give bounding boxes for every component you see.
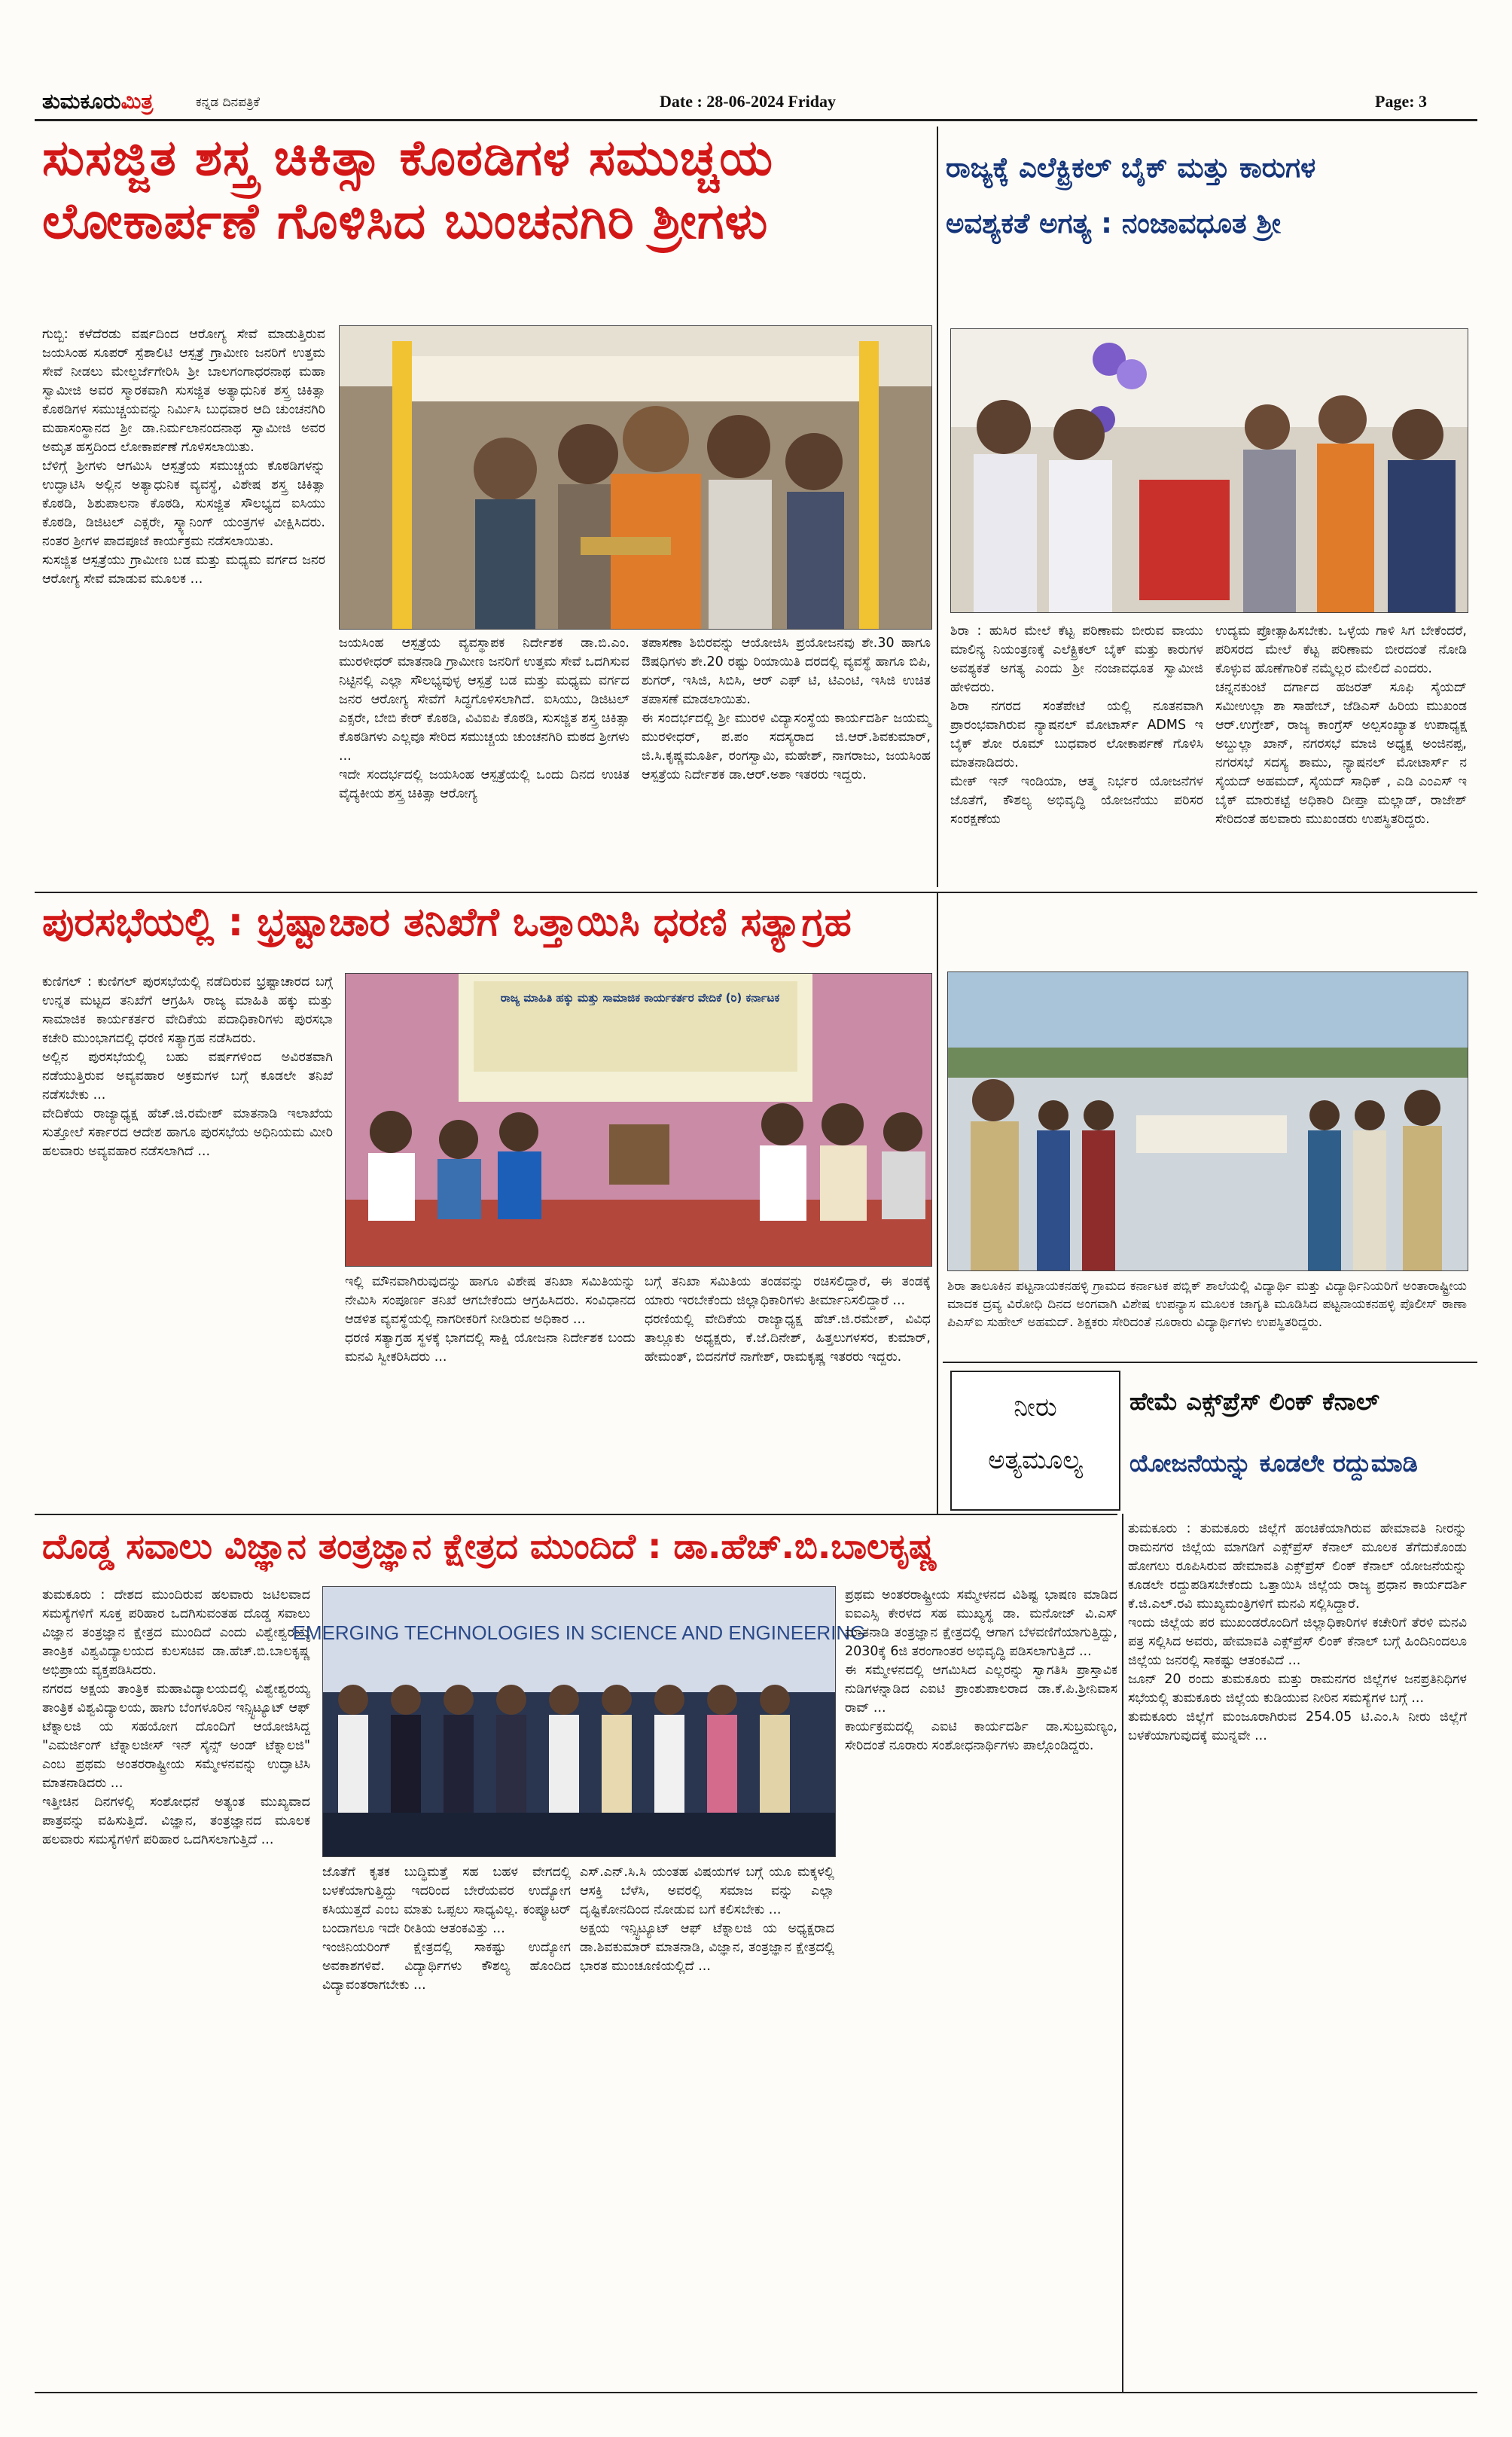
column-divider-1 <box>937 127 938 887</box>
masthead <box>35 89 1477 119</box>
story4-headline <box>1129 1371 1477 1494</box>
masthead-logo <box>42 89 153 114</box>
water-box-line2: ಅತ್ಯಮೂಲ್ಯ <box>988 1445 1083 1475</box>
story2-headline <box>946 140 1477 252</box>
protest-banner-title: ರಾಜ್ಯ ಮಾಹಿತಿ ಹಕ್ಕು ಮತ್ತು ಸಾಮಾಜಿಕ ಕಾರ್ಯಕರ್ತರ ವೇದಿಕೆ (ರಿ) ಕರ್ನಾಟಕ <box>500 991 780 1005</box>
water-box-line1: ನೀರು <box>1014 1392 1057 1423</box>
story2-column-1: ಶಿರಾ : ಹುಸಿರ ಮೇಲೆ ಕೆಟ್ಟ ಪರಿಣಾಮ ಬೀರುವ ವಾಯು ಮಾಲಿನ್ಯ ನಿಯಂತ್ರಣಕ್ಕೆ ಎಲೆಕ್ಟ್ರಿಕಲ್ ಬೈಕ್ ಮತ್ತು ಕಾರುಗಳ ಅವಶ್ಯಕತೆ ಅಗತ್ಯ ಎಂದು ಶ್ರೀ ನಂಜಾವಧೂತ ಸ್ವಾಮೀಜಿ ಹೇಳಿದರು. ಶಿರಾ ನಗರದ ಸಂತೆಪೇಟೆ ಯಲ್ಲಿ ನೂತನವಾಗಿ ಪ್ರಾರಂಭವಾಗಿರುವ ನ್ಯಾಷನಲ್ ಮೋಟಾರ್ಸ್ ADMS ಇ ಬೈಕ್ ಶೋ ರೂಮ್ ಬುಧವಾರ ಲೋಕಾರ್ಪಣೆ ಗೊಳಿಸಿ ಮಾತನಾಡಿದರು. ಮೇಕ್ ಇನ್ ಇಂಡಿಯಾ, ಆತ್ಮ ನಿರ್ಭರ ಯೋಜನೆಗಳ ಜೊತೆಗೆ, ಕೌಶಲ್ಯ ಅಭಿವೃದ್ಧಿ ಯೋಜನೆಯು ಪರಿಸರ ಸಂರಕ್ಷಣೆಯ <box>950 624 1203 827</box>
story4-body: ತುಮಕೂರು : ತುಮಕೂರು ಜಿಲ್ಲೆಗೆ ಹಂಚಿಕೆಯಾಗಿರುವ ಹೇಮಾವತಿ ನೀರನ್ನು ರಾಮನಗರ ಜಿಲ್ಲೆಯ ಮಾಗಡಿಗೆ ಎಕ್ಸ್‌ಪ್ರೆಸ್ ಕೆನಾಲ್ ಮೂಲಕ ತೆಗೆದುಕೊಂಡು ಹೋಗಲು ರೂಪಿಸಿರುವ ಹೇಮಾವತಿ ಎಕ್ಸ್‌ಪ್ರೆಸ್ ಲಿಂಕ್ ಕೆನಾಲ್ ಯೋಜನೆಯನ್ನು ಕೂಡಲೇ ರದ್ದುಪಡಿಸಬೇಕೆಂದು ಒತ್ತಾಯಿಸಿ ಜಿಲ್ಲೆಯ ರಾಜ್ಯ ಪ್ರಧಾನ ಕಾರ್ಯದರ್ಶಿ ಕೆ.ಜಿ.ಎಲ್.ರವಿ ಮುಖ್ಯಮಂತ್ರಿಗಳಿಗೆ ಮನವಿ ಸಲ್ಲಿಸಿದ್ದಾರೆ. ಇಂದು ಜಿಲ್ಲೆಯ ಪರ ಮುಖಂಡರೊಂದಿಗೆ ಜಿಲ್ಲಾಧಿಕಾರಿಗಳ ಕಚೇರಿಗೆ ತೆರಳಿ ಮನವಿ ಪತ್ರ ಸಲ್ಲಿಸಿದ ಅವರು, ಹೇಮಾವತಿ ಎಕ್ಸ್‌ಪ್ರೆಸ್ ಲಿಂಕ್ ಕೆನಾಲ್ ಬಗ್ಗೆ ಹಿಂದಿನಿಂದಲೂ ಜಿಲ್ಲೆಯ ಜನರಲ್ಲಿ ಸಾಕಷ್ಟು ಆತಂಕವಿದೆ ... ಜೂನ್ 20 ರಂದು ತುಮಕೂರು ಮತ್ತು ರಾಮನಗರ ಜಿಲ್ಲೆಗಳ ಜನಪ್ರತಿನಿಧಿಗಳ ಸಭೆಯಲ್ಲಿ ತುಮಕೂರು ಜಿಲ್ಲೆಯ ಕುಡಿಯುವ ನೀರಿನ ಸಮಸ್ಯೆಗಳ ಬಗ್ಗೆ ... ತುಮಕೂರು ಜಿಲ್ಲೆಗೆ ಮಂಜೂರಾಗಿರುವ 254.05 ಟಿ.ಎಂ.ಸಿ ನೀರು ಜಿಲ್ಲೆಗೆ ಬಳಕೆಯಾಗುವುದಕ್ಕೆ ಮುನ್ನವೇ ... <box>1128 1521 1467 1743</box>
page-number: Page: 3 <box>1375 92 1428 111</box>
story2-column-2: ಉದ್ಯಮ ಪ್ರೋತ್ಸಾಹಿಸಬೇಕು. ಒಳ್ಳೆಯ ಗಾಳಿ ಸಿಗ ಬೇಕೆಂದರೆ, ಪರಿಸರದ ಮೇಲೆ ಕೆಟ್ಟ ಪರಿಣಾಮ ಬೀರದಂತೆ ನೋಡಿ ಕೊಳ್ಳುವ ಹೊಣೆಗಾರಿಕೆ ನಮ್ಮೆಲ್ಲರ ಮೇಲಿದೆ ಎಂದರು. ಚನ್ನನಕುಂಟೆ ದರ್ಗಾದ ಹಜರತ್ ಸೂಫಿ ಸೈಯದ್ ಸಮೀಉಲ್ಲಾ ಶಾ ಸಾಹೇಬ್, ಜೆಡಿಎಸ್ ಹಿರಿಯ ಮುಖಂಡ ಆರ್.ಉಗ್ರೇಶ್, ರಾಜ್ಯ ಕಾಂಗ್ರೆಸ್ ಅಲ್ಪಸಂಖ್ಯಾತ ಉಪಾಧ್ಯಕ್ಷ ಅಬ್ದುಲ್ಲಾ ಖಾನ್, ನಗರಸಭೆ ಮಾಜಿ ಅಧ್ಯಕ್ಷ ಅಂಜಿನಪ್ಪ, ನಗರಸಭೆ ಸದಸ್ಯ ಶಾಮು, ನ್ಯಾಷನಲ್ ಮೋಟಾರ್ಸ್ ನ ಸೈಯದ್ ಅಹಮದ್, ಸೈಯದ್ ಸಾಧಿಕ್ , ಎಡಿ ಎಂಎಸ್ ಇ ಬೈಕ್ ಮಾರುಕಟ್ಟೆ ಅಧಿಕಾರಿ ದೀಪ್ತಾ ಮಲ್ಲಾಡ್, ರಾಜೇಶ್ ಸೇರಿದಂತೆ ಹಲವಾರು ಮುಖಂಡರು ಉಪಸ್ಥಿತರಿದ್ದರು. <box>1215 624 1467 827</box>
sira-photo-caption: ಶಿರಾ ತಾಲೂಕಿನ ಪಟ್ಟನಾಯಕನಹಳ್ಳಿ ಗ್ರಾಮದ ಕರ್ನಾಟಕ ಪಬ್ಲಿಕ್ ಶಾಲೆಯಲ್ಲಿ ವಿದ್ಯಾರ್ಥಿ ಮತ್ತು ವಿದ್ಯಾರ್ಥಿನಿಯರಿಗೆ ಅಂತಾರಾಷ್ಟ್ರೀಯ ಮಾದಕ ದ್ರವ್ಯ ವಿರೋಧಿ ದಿನದ ಅಂಗವಾಗಿ ವಿಶೇಷ ಉಪನ್ಯಾಸ ಮೂಲಕ ಜಾಗೃತಿ ಮೂಡಿಸಿದ ಪಟ್ಟನಾಯಕನಹಳ್ಳಿ ಪೊಲೀಸ್ ಠಾಣಾ ಪಿಎಸ್ಐ ಸುಹೇಲ್ ಅಹಮದ್. ಶಿಕ್ಷಕರು ಸೇರಿದಂತೆ ನೂರಾರು ವಿದ್ಯಾರ್ಥಿಗಳು ಉಪಸ್ಥಿತರಿದ್ದರು. <box>947 1279 1467 1330</box>
story5-column-3: ಎಸ್.ಎನ್.ಸಿ.ಸಿ ಯಂತಹ ವಿಷಯಗಳ ಬಗ್ಗೆ ಯೂ ಮಕ್ಕಳಲ್ಲಿ ಆಸಕ್ತಿ ಬೆಳೆಸಿ, ಅವರಲ್ಲಿ ಸಮಾಜ ವನ್ನು ಎಲ್ಲಾ ದೃಷ್ಟಿಕೋನದಿಂದ ನೋಡುವ ಬಗೆ ಕಲಿಸಬೇಕು ... ಅಕ್ಷಯ ಇನ್ಸ್ಟಿಟ್ಯೂಟ್ ಆಫ್ ಟೆಕ್ನಾಲಜಿ ಯ ಅಧ್ಯಕ್ಷರಾದ ಡಾ.ಶಿವಕುಮಾರ್ ಮಾತನಾಡಿ, ವಿಜ್ಞಾನ, ತಂತ್ರಜ್ಞಾನ ಕ್ಷೇತ್ರದಲ್ಲಿ ಭಾರತ ಮುಂಚೂಣಿಯಲ್ಲಿದೆ ... <box>580 1865 834 1974</box>
story5-column-2: ಜೊತೆಗೆ ಕೃತಕ ಬುದ್ಧಿಮತ್ತೆ ಸಹ ಬಹಳ ವೇಗದಲ್ಲಿ ಬಳಕೆಯಾಗುತ್ತಿದ್ದು ಇದರಿಂದ ಬೇರೆಯವರ ಉದ್ಯೋಗ ಕಸಿಯುತ್ತದೆ ಎಂಬ ಮಾತು ಒಪ್ಪಲು ಸಾಧ್ಯವಿಲ್ಲ. ಕಂಪ್ಯೂಟರ್ ಬಂದಾಗಲೂ ಇದೇ ರೀತಿಯ ಆತಂಕವಿತ್ತು ... ಇಂಜಿನಿಯರಿಂಗ್ ಕ್ಷೇತ್ರದಲ್ಲಿ ಸಾಕಷ್ಟು ಉದ್ಯೋಗ ಅವಕಾಶಗಳಿವೆ. ವಿದ್ಯಾರ್ಥಿಗಳು ಕೌಶಲ್ಯ ಹೊಂದಿದ ವಿದ್ಯಾವಂತರಾಗಬೇಕು ... <box>322 1865 571 1993</box>
story1-column-2: ಜಯಸಿಂಹ ಆಸ್ಪತ್ರೆಯ ವ್ಯವಸ್ಥಾಪಕ ನಿರ್ದೇಶಕ ಡಾ.ಬಿ.ಎಂ. ಮುರಳೀಧರ್ ಮಾತನಾಡಿ ಗ್ರಾಮೀಣ ಜನರಿಗೆ ಉತ್ತಮ ಸೇವೆ ಒದಗಿಸುವ ನಿಟ್ಟಿನಲ್ಲಿ ಎಲ್ಲಾ ಸೌಲಭ್ಯವುಳ್ಳ ಆಸ್ಪತ್ರೆ ಬಡ ಮತ್ತು ಮಧ್ಯಮ ವರ್ಗದ ಜನರ ಆರೋಗ್ಯ ಸೇವೆಗೆ ಸಿದ್ಧಗೊಳಿಸಲಾಗಿದೆ. ಐಸಿಯು, ಡಿಜಿಟಲ್ ಎಕ್ಸರೇ, ಬೇಬಿ ಕೇರ್ ಕೊಠಡಿ, ವಿವಿಐಪಿ ಕೊಠಡಿ, ಸುಸಜ್ಜಿತ ಶಸ್ತ್ರ ಚಿಕಿತ್ಸಾ ಕೊಠಡಿಗಳು ಎಲ್ಲವೂ ಸೇರಿದ ಸಮುಚ್ಚಯ ಚುಂಚನಗಿರಿ ಮಠದ ಶ್ರೀಗಳು ... ಇದೇ ಸಂದರ್ಭದಲ್ಲಿ ಜಯಸಿಂಹ ಆಸ್ಪತ್ರೆಯಲ್ಲಿ ಒಂದು ದಿನದ ಉಚಿತ ವೈದ್ಯಕೀಯ ಶಸ್ತ್ರ ಚಿಕಿತ್ಸಾ ಆರೋಗ್ಯ <box>339 636 629 801</box>
issue-date: Date : 28-06-2024 Friday <box>660 92 837 111</box>
water-precious-box <box>950 1371 1120 1511</box>
story3-headline: ಪುರಸಭೆಯಲ್ಲಿ : ಭ್ರಷ್ಟಾಚಾರ ತನಿಖೆಗೆ ಒತ್ತಾಯಿಸಿ ಧರಣಿ ಸತ್ಯಾಗ್ರಹ <box>42 900 852 945</box>
story5-column-4: ಪ್ರಥಮ ಅಂತರರಾಷ್ಟ್ರೀಯ ಸಮ್ಮೇಳನದ ವಿಶಿಷ್ಟ ಭಾಷಣ ಮಾಡಿದ ಐಐಎಸ್ಸಿ ಕೇರಳದ ಸಹ ಮುಖ್ಯಸ್ಥ ಡಾ. ಮನೋಜ್ ವಿ.ಎಸ್ ಮಾತನಾಡಿ ತಂತ್ರಜ್ಞಾನ ಕ್ಷೇತ್ರದಲ್ಲಿ ಆಗಾಗ ಬೆಳವಣಿಗೆಯಾಗುತ್ತಿದ್ದು, 2030ಕ್ಕೆ 6ಜಿ ತರಂಗಾಂತರ ಅಭಿವೃದ್ಧಿ ಪಡಿಸಲಾಗುತ್ತಿದೆ ... ಈ ಸಮ್ಮೇಳನದಲ್ಲಿ ಆಗಮಿಸಿದ ಎಲ್ಲರನ್ನು ಸ್ವಾಗತಿಸಿ ಪ್ರಾಸ್ತಾವಿಕ ನುಡಿಗಳನ್ನಾಡಿದ ಎಐಟಿ ಪ್ರಾಂಶುಪಾಲರಾದ ಡಾ.ಕೆ.ಪಿ.ಶ್ರೀನಿವಾಸ ರಾವ್ ... ಕಾರ್ಯಕ್ರಮದಲ್ಲಿ ಎಐಟಿ ಕಾರ್ಯದರ್ಶಿ ಡಾ.ಸುಬ್ರಮಣ್ಯಂ, ಸೇರಿದಂತೆ ನೂರಾರು ಸಂಶೋಧನಾರ್ಥಿಗಳು ಪಾಲ್ಗೊಂಡಿದ್ದರು. <box>845 1588 1117 1753</box>
story1-headline-line2: ಲೋಕಾರ್ಪಣೆ ಗೊಳಿಸಿದ ಬುಂಚನಗಿರಿ ಶ್ರೀಗಳು <box>42 192 769 250</box>
conference-banner-text: EMERGING TECHNOLOGIES IN SCIENCE AND ENGINEERING <box>292 1621 866 1644</box>
logo-part2: ಮಿತ್ರ <box>120 89 154 114</box>
protest-photo-illustration <box>346 974 931 1266</box>
masthead-subtitle: ಕನ್ನಡ ದಿನಪತ್ರಿಕೆ <box>196 95 261 110</box>
school-awareness-photo-illustration <box>948 972 1468 1270</box>
story4-headline-line1: ಹೇಮೆ ಎಕ್ಸ್‌ಪ್ರೆಸ್ ಲಿಂಕ್ ಕೆನಾಲ್ <box>1129 1387 1379 1416</box>
section-rule-1 <box>35 892 1477 893</box>
conference-photo-illustration <box>292 1587 866 1856</box>
story3-column-1: ಕುಣಿಗಲ್ : ಕುಣಿಗಲ್ ಪುರಸಭೆಯಲ್ಲಿ ನಡೆದಿರುವ ಭ್ರಷ್ಟಾಚಾರದ ಬಗ್ಗೆ ಉನ್ನತ ಮಟ್ಟದ ತನಿಖೆಗೆ ಆಗ್ರಹಿಸಿ ರಾಜ್ಯ ಮಾಹಿತಿ ಹಕ್ಕು ಮತ್ತು ಸಾಮಾಜಿಕ ಕಾರ್ಯಕರ್ತರ ವೇದಿಕೆಯ ಪದಾಧಿಕಾರಿಗಳು ಪುರಸಭಾ ಕಚೇರಿ ಮುಂಭಾಗದಲ್ಲಿ ಧರಣಿ ಸತ್ಯಾಗ್ರಹ ನಡೆಸಿದರು. ಅಲ್ಲಿನ ಪುರಸಭೆಯಲ್ಲಿ ಬಹು ವರ್ಷಗಳಿಂದ ಅವಿರತವಾಗಿ ನಡೆಯುತ್ತಿರುವ ಅವ್ಯವಹಾರ ಅಕ್ರಮಗಳ ಬಗ್ಗೆ ಕೂಡಲೇ ತನಿಖೆ ನಡೆಸಬೇಕು ... ವೇದಿಕೆಯ ರಾಜ್ಯಾಧ್ಯಕ್ಷ ಹೆಚ್.ಜಿ.ರಮೇಶ್ ಮಾತನಾಡಿ ಇಲಾಖೆಯ ಸುತ್ತೋಲೆ ಸರ್ಕಾರದ ಆದೇಶ ಹಾಗೂ ಪುರಸಭೆಯ ಅಧಿನಿಯಮ ಮೀರಿ ಹಲವಾರು ಅವ್ಯವಹಾರ ನಡೆಸಲಾಗಿದೆ ... <box>42 974 333 1159</box>
logo-part1: ತುಮಕೂರು <box>42 89 121 114</box>
story1-column-1: ಗುಬ್ಬಿ: ಕಳೆದೆರಡು ವರ್ಷದಿಂದ ಆರೋಗ್ಯ ಸೇವೆ ಮಾಡುತ್ತಿರುವ ಜಯಸಿಂಹ ಸೂಪರ್ ಸ್ಪೆಶಾಲಿಟಿ ಆಸ್ಪತ್ರೆ ಗ್ರಾಮೀಣ ಜನರಿಗೆ ಉತ್ತಮ ಸೇವೆ ನೀಡಲು ಮೇಲ್ದರ್ಜೆಗೇರಿಸಿ ಶ್ರೀ ಬಾಲಗಂಗಾಧರನಾಥ ಮಹಾ ಸ್ವಾಮೀಜಿ ಅವರ ಸ್ಮಾರಕವಾಗಿ ಸುಸಜ್ಜಿತ ಅತ್ಯಾಧುನಿಕ ಶಸ್ತ್ರ ಚಿಕಿತ್ಸಾ ಕೊಠಡಿಗಳ ಸಮುಚ್ಚಯವನ್ನು ನಿರ್ಮಿಸಿ ಬುಧವಾರ ಆದಿ ಚುಂಚನಗಿರಿ ಮಹಾಸಂಸ್ಥಾನದ ಶ್ರೀ ಡಾ.ನಿರ್ಮಲಾನಂದನಾಥ ಸ್ವಾಮೀಜಿ ಅವರ ಅಮೃತ ಹಸ್ತದಿಂದ ಲೋಕಾರ್ಪಣೆ ಗೊಳಿಸಲಾಯಿತು. ಬೆಳಿಗ್ಗೆ ಶ್ರೀಗಳು ಆಗಮಿಸಿ ಆಸ್ಪತ್ರೆಯ ಸಮುಚ್ಚಯ ಕೊಠಡಿಗಳನ್ನು ಉದ್ಘಾಟಿಸಿ ಅಲ್ಲಿನ ಅತ್ಯಾಧುನಿಕ ವ್ಯವಸ್ಥೆ, ವಿಶೇಷ ಶಸ್ತ್ರ ಚಿಕಿತ್ಸಾ ಕೊಠಡಿ, ಶಿಶುಪಾಲನಾ ಕೊಠಡಿ, ಸುಸಜ್ಜಿತ ಸೌಲಭ್ಯದ ಐಸಿಯು ಕೊಠಡಿ, ಡಿಜಿಟಲ್ ಎಕ್ಸರೇ, ಸ್ಕ್ಯಾನಿಂಗ್ ಯಂತ್ರಗಳ ವೀಕ್ಷಿಸಿದರು. ನಂತರ ಶ್ರೀಗಳ ಪಾದಪೂಜೆ ಕಾರ್ಯಕ್ರಮ ನಡೆಸಲಾಯಿತು. ಸುಸಜ್ಜಿತ ಆಸ್ಪತ್ರೆಯು ಗ್ರಾಮೀಣ ಬಡ ಮತ್ತು ಮಧ್ಯಮ ವರ್ಗದ ಜನರ ಆರೋಗ್ಯ ಸೇವೆ ಮಾಡುವ ಮೂಲಕ ... <box>42 327 325 587</box>
story2-photo <box>950 328 1468 613</box>
story2-headline-line2: ಅವಶ್ಯಕತೆ ಅಗತ್ಯ : ನಂಜಾವಧೂತ ಶ್ರೀ <box>946 207 1282 239</box>
story1-headline <box>42 127 931 253</box>
sira-rule <box>943 1362 1477 1363</box>
column-divider-3 <box>1122 1514 1123 2392</box>
story4-headline-line2: ಯೋಜನೆಯನ್ನು ಕೂಡಲೇ ರದ್ದುಮಾಡಿ <box>1129 1449 1418 1478</box>
story5-headline: ದೊಡ್ಡ ಸವಾಲು ವಿಜ್ಞಾನ ತಂತ್ರಜ್ಞಾನ ಕ್ಷೇತ್ರದ ಮುಂದಿದೆ : ಡಾ.ಹೆಚ್.ಬಿ.ಬಾಲಕೃಷ್ಣ <box>42 1526 937 1566</box>
story3-photo <box>345 973 932 1267</box>
page-bottom-rule <box>35 2392 1477 2393</box>
column-divider-2 <box>937 893 938 1514</box>
story5-photo <box>292 1586 866 1857</box>
story1-photo <box>339 325 932 630</box>
story3-column-2: ಇಲ್ಲಿ ಮೌನವಾಗಿರುವುದನ್ನು ಹಾಗೂ ವಿಶೇಷ ತನಿಖಾ ಸಮಿತಿಯನ್ನು ನೇಮಿಸಿ ಸಂಪೂರ್ಣ ತನಿಖೆ ಆಗಬೇಕೆಂದು ಆಗ್ರಹಿಸಿದರು. ಸಂವಿಧಾನದ ಆಡಳಿತ ವ್ಯವಸ್ಥೆಯಲ್ಲಿ ನಾಗರೀಕರಿಗೆ ನೀಡಿರುವ ಅಧಿಕಾರ ... ಧರಣಿ ಸತ್ಯಾಗ್ರಹ ಸ್ಥಳಕ್ಕೆ ಭಾಗದಲ್ಲಿ ಸಾಕ್ಷಿ ಯೋಜನಾ ನಿರ್ದೇಶಕ ಬಂದು ಮನವಿ ಸ್ವೀಕರಿಸಿದರು ... <box>345 1274 636 1365</box>
story3-column-3: ಬಗ್ಗೆ ತನಿಖಾ ಸಮಿತಿಯ ತಂಡವನ್ನು ರಚಿಸಲಿದ್ದಾರೆ, ಈ ತಂಡಕ್ಕೆ ಯಾರು ಇರಬೇಕೆಂದು ಜಿಲ್ಲಾಧಿಕಾರಿಗಳು ತೀರ್ಮಾನಿಸಲಿದ್ದಾರೆ ... ಧರಣಿಯಲ್ಲಿ ವೇದಿಕೆಯ ರಾಜ್ಯಾಧ್ಯಕ್ಷ ಹೆಚ್.ಜಿ.ರಮೇಶ್, ವಿವಿಧ ತಾಲ್ಲೂಕು ಅಧ್ಯಕ್ಷರು, ಕೆ.ಜೆ.ದಿನೇಶ್, ಹಿತ್ತಲುಗಳಸರ, ಕುಮಾರ್, ಹೇಮಂತ್, ಬಿದನಗೆರೆ ನಾಗೇಶ್, ರಾಮಕೃಷ್ಣ ಇತರರು ಇದ್ದರು. <box>645 1274 931 1365</box>
story5-column-1: ತುಮಕೂರು : ದೇಶದ ಮುಂದಿರುವ ಹಲವಾರು ಜಟಿಲವಾದ ಸಮಸ್ಯೆಗಳಿಗೆ ಸೂಕ್ತ ಪರಿಹಾರ ಒದಗಿಸುವಂತಹ ದೊಡ್ಡ ಸವಾಲು ವಿಜ್ಞಾನ ತಂತ್ರಜ್ಞಾನ ಕ್ಷೇತ್ರದ ಮುಂದಿದೆ ಎಂದು ವಿಶ್ವೇಶ್ವರಯ್ಯ ತಾಂತ್ರಿಕ ವಿಶ್ವವಿದ್ಯಾಲಯದ ಕುಲಸಚಿವ ಡಾ.ಹೆಚ್.ಬಿ.ಬಾಲಕೃಷ್ಣ ಅಭಿಪ್ರಾಯ ವ್ಯಕ್ತಪಡಿಸಿದರು. ನಗರದ ಅಕ್ಷಯ ತಾಂತ್ರಿಕ ಮಹಾವಿದ್ಯಾಲಯದಲ್ಲಿ ವಿಶ್ವೇಶ್ವರಯ್ಯ ತಾಂತ್ರಿಕ ವಿಶ್ವವಿದ್ಯಾಲಯ, ಹಾಗು ಬೆಂಗಳೂರಿನ ಇನ್ಸ್ಟಿಟ್ಯೂಟ್ ಆಫ್ ಟೆಕ್ನಾಲಜಿ ಯ ಸಹಯೋಗ ದೊಂದಿಗೆ ಆಯೋಜಿಸಿದ್ದ "ಎಮರ್ಜಿಂಗ್ ಟೆಕ್ನಾಲಜೀಸ್ ಇನ್ ಸೈನ್ಸ್ ಅಂಡ್ ಟೆಕ್ನಾಲಜಿ" ಎಂಬ ಪ್ರಥಮ ಅಂತರರಾಷ್ಟ್ರೀಯ ಸಮ್ಮೇಳನವನ್ನು ಉದ್ಘಾಟಿಸಿ ಮಾತನಾಡಿದರು ... ಇತ್ತೀಚಿನ ದಿನಗಳಲ್ಲಿ ಸಂಶೋಧನೆ ಅತ್ಯಂತ ಮುಖ್ಯವಾದ ಪಾತ್ರವನ್ನು ವಹಿಸುತ್ತಿದೆ. ವಿಜ್ಞಾನ, ತಂತ್ರಜ್ಞಾನದ ಮೂಲಕ ಹಲವಾರು ಸಮಸ್ಯೆಗಳಿಗೆ ಪರಿಹಾರ ಒದಗಿಸಲಾಗುತ್ತಿದೆ ... <box>42 1588 310 1847</box>
masthead-rule <box>35 119 1477 121</box>
story3-rule <box>35 1514 1117 1515</box>
ceremony-photo-illustration <box>340 326 931 629</box>
story1-headline-line1: ಸುಸಜ್ಜಿತ ಶಸ್ತ್ರ ಚಿಕಿತ್ಸಾ ಕೊಠಡಿಗಳ ಸಮುಚ್ಚಯ <box>42 129 774 187</box>
story1-column-3: ತಪಾಸಣಾ ಶಿಬಿರವನ್ನು ಆಯೋಜಿಸಿ ಪ್ರಯೋಜನವು ಶೇ.30 ಹಾಗೂ ಔಷಧಿಗಳು ಶೇ.20 ರಷ್ಟು ರಿಯಾಯಿತಿ ದರದಲ್ಲಿ ವ್ಯವಸ್ಥೆ ಹಾಗೂ ಬಿಪಿ, ಶುಗರ್, ಇಸಿಜಿ, ಸಿಬಿಸಿ, ಆರ್ ಎಫ್ ಟಿ, ಟಿಎಂಟಿ, ಇಸಿಜಿ ಉಚಿತ ತಪಾಸಣೆ ಮಾಡಲಾಯಿತು. ಈ ಸಂದರ್ಭದಲ್ಲಿ ಶ್ರೀ ಮುರಳಿ ವಿದ್ಯಾಸಂಸ್ಥೆಯ ಕಾರ್ಯದರ್ಶಿ ಜಯಮ್ಮ ಮುರಳೀಧರ್, ಪ.ಪಂ ಸದಸ್ಯರಾದ ಜಿ.ಆರ್.ಶಿವಕುಮಾರ್, ಜಿ.ಸಿ.ಕೃಷ್ಣಮೂರ್ತಿ, ರಂಗಸ್ವಾಮಿ, ಮಹೇಶ್, ನಾಗರಾಜು, ಜಯಸಿಂಹ ಆಸ್ಪತ್ರೆಯ ನಿರ್ದೇಶಕ ಡಾ.ಆರ್.ಅಶಾ ಇತರರು ಇದ್ದರು. <box>642 636 931 782</box>
sira-photo <box>947 971 1468 1271</box>
story2-headline-line1: ರಾಜ್ಯಕ್ಕೆ ಎಲೆಕ್ಟ್ರಿಕಲ್ ಬೈಕ್ ಮತ್ತು ಕಾರುಗಳ <box>946 151 1316 184</box>
ebike-launch-photo-illustration <box>951 329 1468 612</box>
